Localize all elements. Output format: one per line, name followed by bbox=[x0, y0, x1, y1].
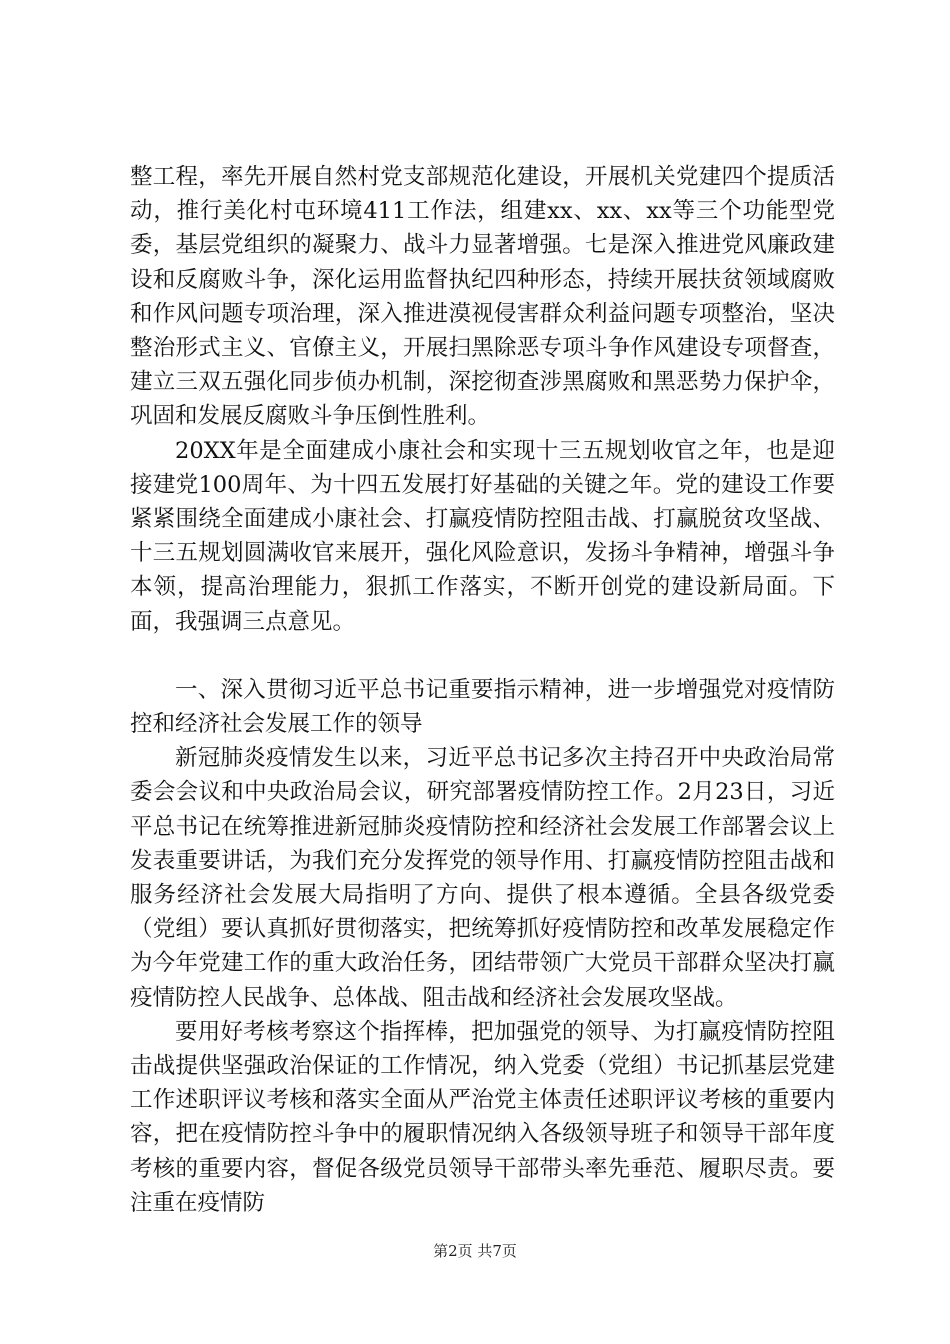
section-heading-1: 一、深入贯彻习近平总书记重要指示精神，进一步增强党对疫情防控和经济社会发展工作的领导 bbox=[130, 676, 835, 738]
paragraph-assessment: 要用好考核考察这个指挥棒，把加强党的领导、为打赢疫情防控阻击战提供坚强政治保证的工作情况，纳入党委（党组）书记抓基层党建工作述职评议考核和落实全面从严治党主体责任述职评议考核的重要内容，把在疫情防控斗争中的履职情况纳入各级领导班子和领导干部年度考核的重要内容，督促各级党员领导干部带头率先垂范、履职尽责。要注重在疫情防 bbox=[130, 1018, 835, 1216]
paragraph-spacer bbox=[130, 639, 835, 673]
document-body bbox=[130, 160, 835, 1220]
paragraph-epidemic: 新冠肺炎疫情发生以来，习近平总书记多次主持召开中央政治局常委会会议和中央政治局会议，研究部署疫情防控工作。2月23日，习近平总书记在统筹推进新冠肺炎疫情防控和经济社会发展工作部署会议上发表重要讲话，为我们充分发挥党的领导作用、打赢疫情防控阻击战和服务经济社会发展大局指明了方向、提供了根本遵循。全县各级党委（党组）要认真抓好贯彻落实，把统筹抓好疫情防控和改革发展稳定作为今年党建工作的重大政治任务，团结带领广大党员干部群众坚决打赢疫情防控人民战争、总体战、阻击战和经济社会发展攻坚战。 bbox=[130, 745, 835, 1011]
paragraph-continuation: 整工程，率先开展自然村党支部规范化建设，开展机关党建四个提质活动，推行美化村屯环境411工作法，组建xx、xx、xx等三个功能型党委，基层党组织的凝聚力、战斗力显著增强。七是深入推进党风廉政建设和反腐败斗争，深化运用监督执纪四种形态，持续开展扶贫领域腐败和作风问题专项治理，深入推进漠视侵害群众利益问题专项整治，坚决整治形式主义、官僚主义，开展扫黑除恶专项斗争作风建设专项督查，建立三双五强化同步侦办机制，深挖彻查涉黑腐败和黑恶势力保护伞，巩固和发展反腐败斗争压倒性胜利。 bbox=[130, 164, 835, 430]
page-number-footer: 第2页 共7页 bbox=[433, 1242, 517, 1260]
paragraph-2020-overview: 20XX年是全面建成小康社会和实现十三五规划收官之年，也是迎接建党100周年、为十四五发展打好基础的关键之年。党的建设工作要紧紧围绕全面建成小康社会、打赢疫情防控阻击战、打赢脱贫攻坚战、十三五规划圆满收官来展开，强化风险意识，发扬斗争精神，增强斗争本领，提高治理能力，狠抓工作落实，不断开创党的建设新局面。下面，我强调三点意见。 bbox=[130, 437, 835, 635]
